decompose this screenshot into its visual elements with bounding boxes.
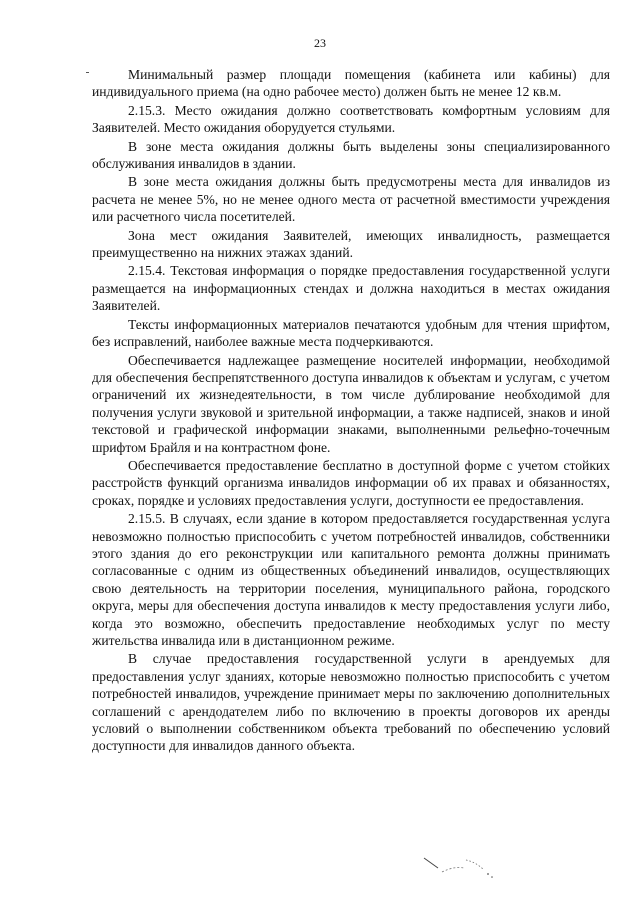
paragraph-disabled-seats: В зоне места ожидания должны быть предусмотрены места для инвалидов из расчета не менее 5%, но не менее одного места от расчетной вместимости учреждения или расчетного числа посетителей. — [92, 174, 610, 225]
page-number: 23 — [314, 36, 326, 50]
paragraph-2-15-5: 2.15.5. В случаях, если здание в котором предоставляется государственная услуга невозможно полностью приспособить с учетом потребностей инвалидов, собственники этого здания до его реконструкции или капитального ремонта должны принимать согласованные с одним из общественных объединений инвалидов, осуществляющих свою деятельность на территории поселения, муниципального района, городского округа, меры для обеспечения доступа инвалидов к месту предоставления услуги либо, когда это возможно, обеспечить предоставление необходимых услуг по месту жительства инвалида или в дистанционном режиме. — [92, 511, 610, 648]
paragraph-free-info: Обеспечивается предоставление бесплатно в доступной форме с учетом стойких расстройств функций организма инвалидов информации об их правах и обязанностях, сроках, порядке и условиях предоставления услуги, доступности ее предоставления. — [92, 457, 610, 508]
paragraph-2-15-4: 2.15.4. Текстовая информация о порядке предоставления государственной услуги размещается на информационных стендах и должна находиться в местах ожидания Заявителей. — [92, 263, 610, 314]
paragraph-special-zones: В зоне места ожидания должны быть выделены зоны специализированного обслуживания инвалидов в здании. — [92, 138, 610, 172]
document-body — [92, 66, 610, 756]
paragraph-2-15-3: 2.15.3. Место ожидания должно соответствовать комфортным условиям для Заявителей. Место ожидания оборудуется стульями. — [92, 102, 610, 136]
paragraph-lower-floors: Зона мест ожидания Заявителей, имеющих инвалидность, размещается преимущественно на нижних этажах зданий. — [92, 227, 610, 261]
scan-artifact-mark — [420, 852, 500, 882]
paragraph-rented-buildings: В случае предоставления государственной услуги в арендуемых для предоставления услуг зданиях, которые невозможно полностью приспособить с учетом потребностей инвалидов, учреждение принимает меры по заключению дополнительных соглашений с арендодателем либо по включению в проекты договоров их аренды условий о выполнении собственником объекта требований по обеспечению условий доступности для инвалидов данного объекта. — [92, 651, 610, 754]
paragraph-text-materials: Тексты информационных материалов печатаются удобным для чтения шрифтом, без исправлений, наиболее важные места подчеркиваются. — [92, 316, 610, 350]
paragraph-min-room-size: Минимальный размер площади помещения (кабинета или кабины) для индивидуального приема (на одно рабочее место) должен быть не менее 12 кв.м. — [92, 67, 610, 100]
scan-tick-mark — [86, 72, 89, 73]
paragraph-info-placement: Обеспечивается надлежащее размещение носителей информации, необходимой для обеспечения беспрепятственного доступа инвалидов к объектам и услугам, с учетом ограничений их жизнедеятельности, в том числе дублирование необходимой для получения услуги звуковой и зрительной информации, а также надписей, знаков и иной текстовой и графической информации знаками, выполненными рельефно-точечным шрифтом Брайля и на контрастном фоне. — [92, 352, 610, 455]
